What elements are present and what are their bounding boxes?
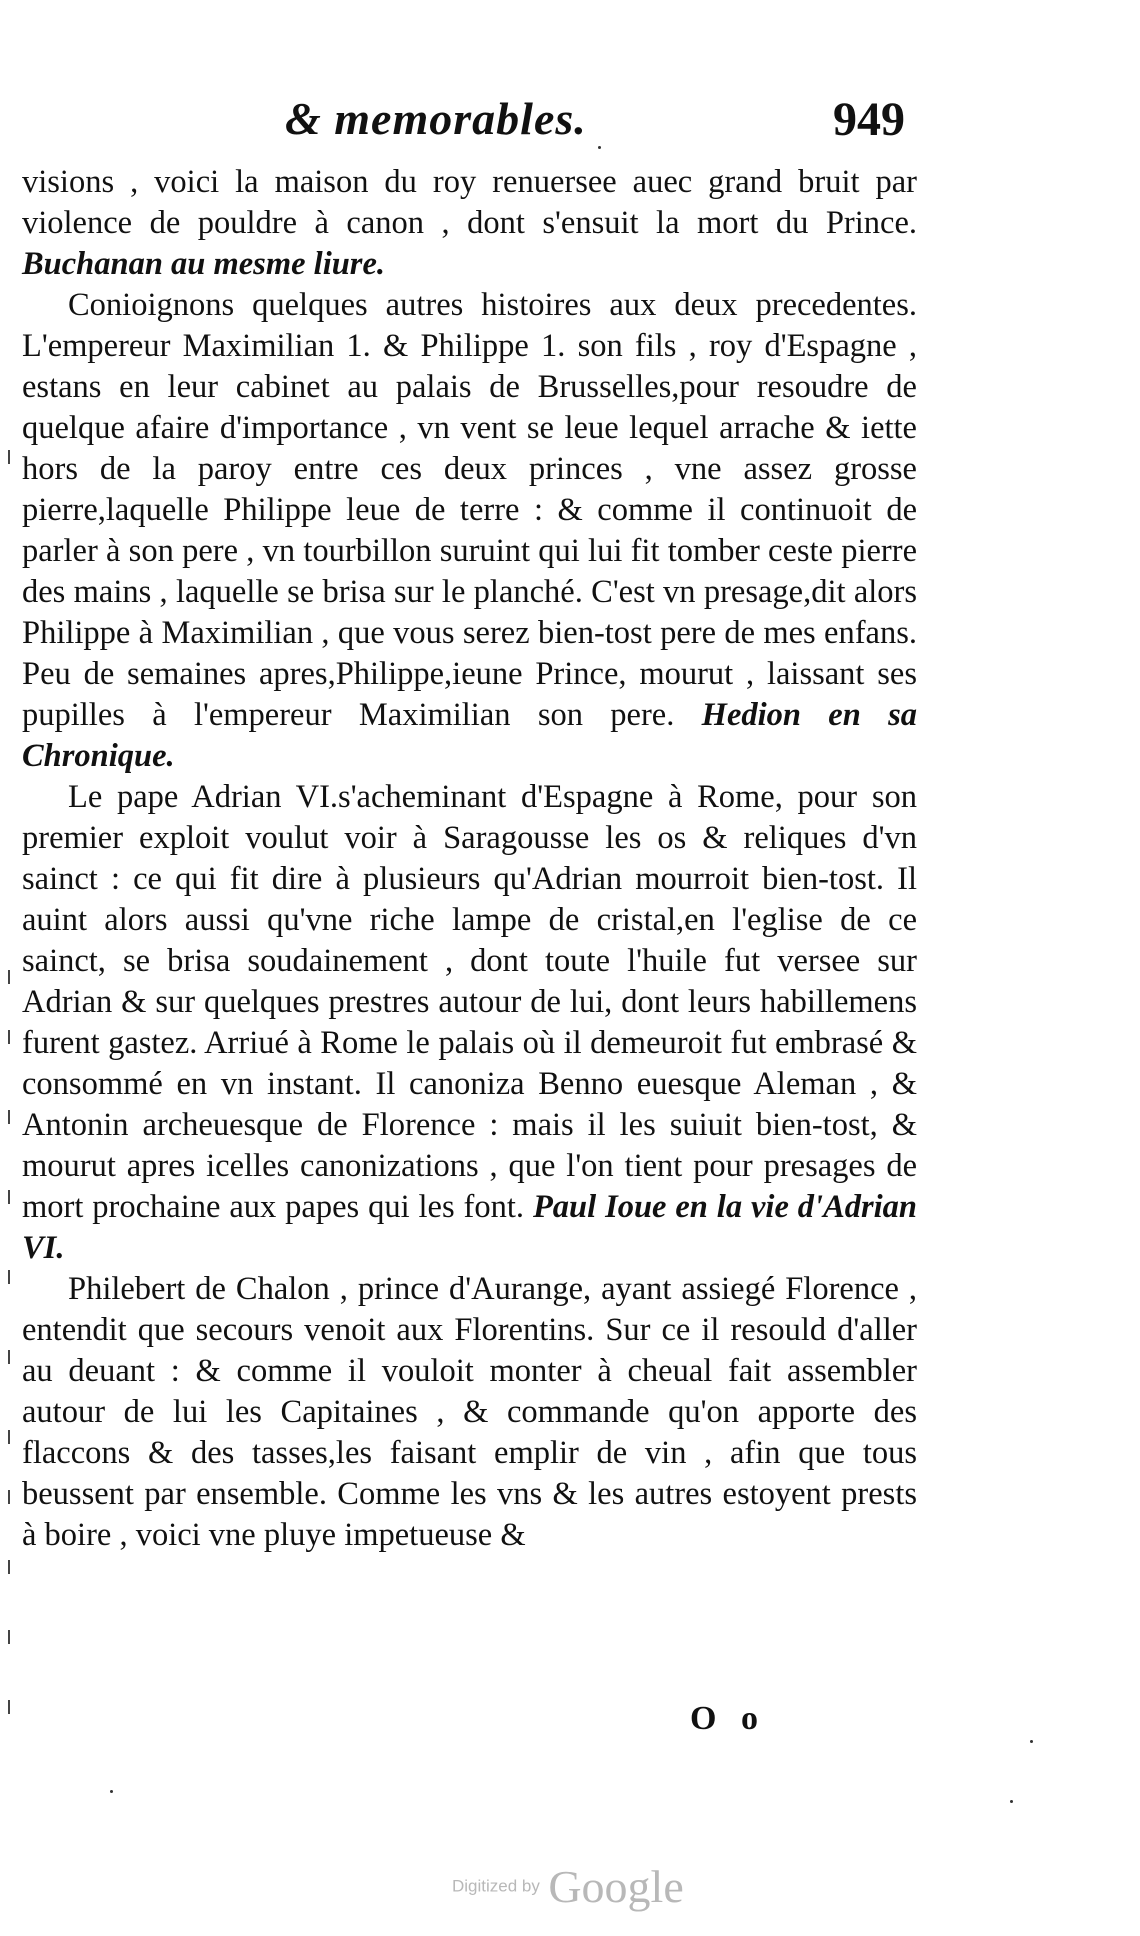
running-head [285, 92, 905, 152]
body-text [22, 162, 917, 1556]
digitized-label: Digitized by [452, 1876, 540, 1896]
speck [598, 146, 601, 149]
speck [110, 1790, 113, 1793]
margin-marks [6, 450, 12, 1750]
paragraph-4-text: Philebert de Chalon , prince d'Aurange, ayant assiegé Florence , entendit que secours venoit aux Florentins. Sur ce il resould d'aller au deuant : & comme il vouloit monter à cheual fait assembler autour de lui les Capitaines , & commande qu'on apporte des flaccons & des tasses,les faisant emplir de vin , afin que tous beussent par ensemble. Comme les vns & les autres estoyent prests à boire , voici vne pluye impetueuse & [22, 1271, 917, 1553]
paragraph-3-source: Paul Ioue en la vie d'Adrian VI. [22, 1189, 917, 1266]
google-logo: Google [548, 1861, 684, 1912]
signature-mark: O o [690, 1700, 766, 1737]
page-number: 949 [833, 93, 905, 146]
paragraph-3 [22, 777, 917, 1269]
paragraph-4 [22, 1269, 917, 1556]
paragraph-2 [22, 285, 917, 777]
speck [1030, 1740, 1033, 1743]
paragraph-2-source: Hedion en sa Chronique. [22, 697, 918, 774]
running-title: & memorables. [285, 93, 587, 144]
paragraph-3-text: Le pape Adrian VI.s'acheminant d'Espagne à Rome, pour son premier exploit voulut voir à Saragousse les os & reliques d'vn sainct : ce qui fit dire à plusieurs qu'Adrian mourroit bien-tost. Il auint alors aussi qu'vne riche lampe de cristal,en l'eglise de ce sainct, se brisa soudainement , dont toute l'huile fut versee sur Adrian & sur quelques prestres autour de lui, dont leurs habillemens furent gastez. Arriué à Rome le palais où il demeuroit fut embrasé & consommé en vn instant. Il canoniza Benno euesque Aleman , & Antonin archeuesque de Florence : mais il les suiuit bien-tost, & mourut apres icelles canonizations , que l'on tient pour presages de mort prochaine aux papes qui les font. [22, 779, 917, 1225]
paragraph-2-text: Conioignons quelques autres histoires aux deux precedentes. L'empereur Maximilian 1. & Philippe 1. son fils , roy d'Espagne , estans en leur cabinet au palais de Brusselles,pour resoudre de quelque afaire d'importance , vn vent se leue lequel arrache & iette hors de la paroy entre ces deux princes , vne assez grosse pierre,laquelle Philippe leue de terre : & comme il continuoit de parler à son pere , vn tourbillon suruint qui lui fit tomber ceste pierre des mains , laquelle se brisa sur le planché. C'est vn presage,dit alors Philippe à Maximilian , que vous serez bien-tost pere de mes enfans. Peu de semaines apres,Philippe,ieune Prince, mourut , laissant ses pupilles à l'empereur Maximilian son pere. [22, 287, 917, 733]
digitized-watermark [452, 1860, 684, 1913]
paragraph-1-text: visions , voici la maison du roy renuersee auec grand bruit par violence de pouldre à canon , dont s'ensuit la mort du Prince. [22, 164, 917, 241]
paragraph-1 [22, 162, 917, 285]
paragraph-1-source: Buchanan au mesme liure. [22, 246, 385, 282]
speck [1010, 1800, 1013, 1803]
